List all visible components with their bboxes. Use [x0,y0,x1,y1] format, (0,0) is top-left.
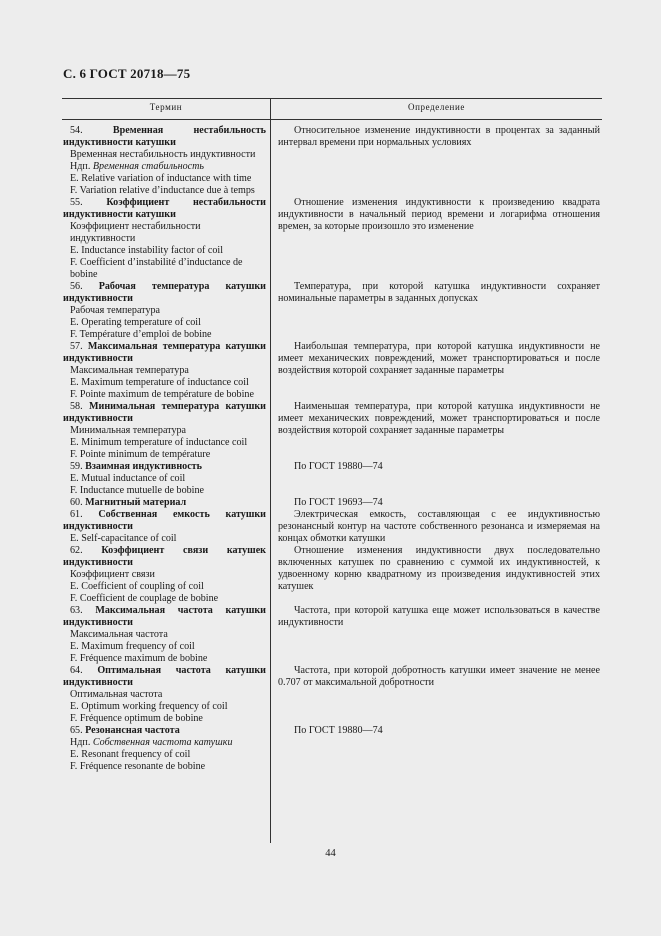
term-entry [63,401,266,461]
column-header-terms: Термин [149,102,183,112]
term-definition: Отношение изменения индуктивности двух последовательно включенных катушек по сравнению с суммой их индуктивностей, к удвоенному корню квадратному из произведения индуктивностей этих катушек [278,545,600,592]
term-variant: Рабочая температура [70,305,161,316]
term-number: 63. [70,605,96,616]
table-header-rule [62,119,602,120]
term-definition: Частота, при которой добротность катушки имеет значение не менее 0.707 от максимальной добротности [278,665,600,688]
term-number: 54. [70,125,113,136]
term-name: Взаимная индуктивность [85,461,202,472]
term-heading [63,605,266,629]
term-name: Временная нестабильность индуктивности катушки [63,125,267,148]
term-variant: E. Inductance instability factor of coil [70,245,224,256]
term-variant: E. Coefficient of coupling of coil [70,581,204,592]
term-name: Оптимальная частота катушки индуктивности [63,665,266,688]
term-definition: Наименьшая температура, при которой катушка индуктивности не имеет механических повреждений, может транспортироваться и после воздействия которой сохраняет заданные параметры [278,401,600,436]
term-name: Магнитный материал [85,497,187,508]
term-entry [63,545,266,605]
term-name: Коэффициент нестабильности индуктивности катушки [63,197,266,220]
term-entry [63,197,266,281]
term-variant: F. Pointe minimum de température [70,449,211,460]
term-variant: E. Operating temperature of coil [70,317,201,328]
term-definition: По ГОСТ 19693—74 [294,497,383,508]
term-variant: E. Maximum frequency of coil [70,641,195,652]
term-definition: Температура, при которой катушка индуктивности сохраняет номинальные параметры в заданных допусках [278,281,600,304]
term-variant: Коэффициент связи [70,569,155,580]
term-number: 62. [70,545,102,556]
term-number: 55. [70,197,107,208]
term-heading [63,401,266,425]
term-variant: E. Optimum working frequency of coil [70,701,228,712]
term-name: Максимальная температура катушки индуктивности [63,341,267,364]
term-variant: F. Coefficient de couplage de bobine [70,593,219,604]
term-definition: Электрическая емкость, составляющая с ее индуктивностью резонансный контур на частоте собственного резонанса и измеряемая на концах обмотки катушки [278,509,600,544]
table-top-rule [62,98,602,99]
term-entry [63,497,266,509]
term-entry [63,461,266,497]
term-heading [63,545,266,569]
term-number: 61. [70,509,99,520]
term-name: Резонансная частота [85,725,180,736]
term-entry [63,281,266,341]
term-heading [63,725,266,737]
term-variant: F. Variation relative d’inductance due à temps [70,185,255,196]
term-entry [63,725,266,773]
term-variant: F. Pointe maximum de température de bobine [70,389,254,400]
term-name: Рабочая температура катушки индуктивности [63,281,266,304]
term-definition: Частота, при которой катушка еще может использоваться в качестве индуктивности [278,605,600,628]
term-variant: F. Fréquence resonante de bobine [70,761,206,772]
term-variant: E. Resonant frequency of coil [70,749,191,760]
term-variant: E. Mutual inductance of coil [70,473,186,484]
table-column-divider [270,98,271,843]
term-variant: F. Inductance mutuelle de bobine [70,485,205,496]
term-entry [63,509,266,545]
term-definition: Отношение изменения индуктивности к произведению квадрата индуктивности в начальный период времени и логарифма отношения времен, за которые произошло это изменение [278,197,600,232]
term-definition: По ГОСТ 19880—74 [294,725,383,736]
term-entry [63,605,266,665]
term-variant: Максимальная частота [70,629,168,640]
term-variant: E. Relative variation of inductance with time [70,173,252,184]
term-heading [63,665,266,689]
page-header: С. 6 ГОСТ 20718—75 [63,66,191,81]
term-heading [63,461,266,473]
term-variant: F. Coefficient d’instabilité d’inductance de bobine [70,257,243,280]
terms-table [62,98,602,843]
term-heading [63,341,266,365]
term-number: 65. [70,725,86,736]
term-variant: F. Fréquence maximum de bobine [70,653,208,664]
term-variant: Временная нестабильность индуктивности [70,149,256,160]
term-number: 57. [70,341,88,352]
term-definition: Относительное изменение индуктивности в процентах за заданный интервал времени при нормальных условиях [278,125,600,148]
term-name: Минимальная температура катушки индуктивности [63,401,266,424]
term-variant: F. Fréquence optimum de bobine [70,713,203,724]
term-number: 64. [70,665,98,676]
term-variant: Ндп. Временная стабильность [70,161,204,172]
term-heading [63,509,266,533]
term-name: Собственная емкость катушки индуктивности [63,509,267,532]
term-definition: Наибольшая температура, при которой катушка индуктивности не имеет механических повреждений, может транспортироваться и после воздействия которой сохраняет заданные параметры [278,341,600,376]
term-name: Коэффициент связи катушек индуктивности [63,545,267,568]
term-variant: Оптимальная частота [70,689,163,700]
term-heading [63,281,266,305]
term-heading [63,197,266,221]
term-variant: Максимальная температура [70,365,189,376]
term-variant: Коэффициент нестабильности индуктивности [70,221,201,244]
column-header-definition: Определение [408,102,465,112]
term-definition: По ГОСТ 19880—74 [294,461,383,472]
term-variant: Минимальная температура [70,425,187,436]
term-number: 60. [70,497,86,508]
term-heading [63,125,266,149]
term-entry [63,125,266,197]
term-entry [63,665,266,725]
term-number: 56. [70,281,99,292]
term-heading [63,497,266,509]
term-variant: Ндп. Собственная частота катушки [70,737,233,748]
term-number: 59. [70,461,86,472]
term-variant: F. Température d’emploi de bobine [70,329,212,340]
term-variant: E. Minimum temperature of inductance coil [70,437,248,448]
term-variant: E. Maximum temperature of inductance coil [70,377,249,388]
term-number: 58. [70,401,89,412]
terms-column [63,125,266,773]
term-entry [63,341,266,401]
term-name: Максимальная частота катушки индуктивности [63,605,266,628]
term-variant: E. Self-capacitance of coil [70,533,177,544]
page-number: 44 [325,848,336,859]
